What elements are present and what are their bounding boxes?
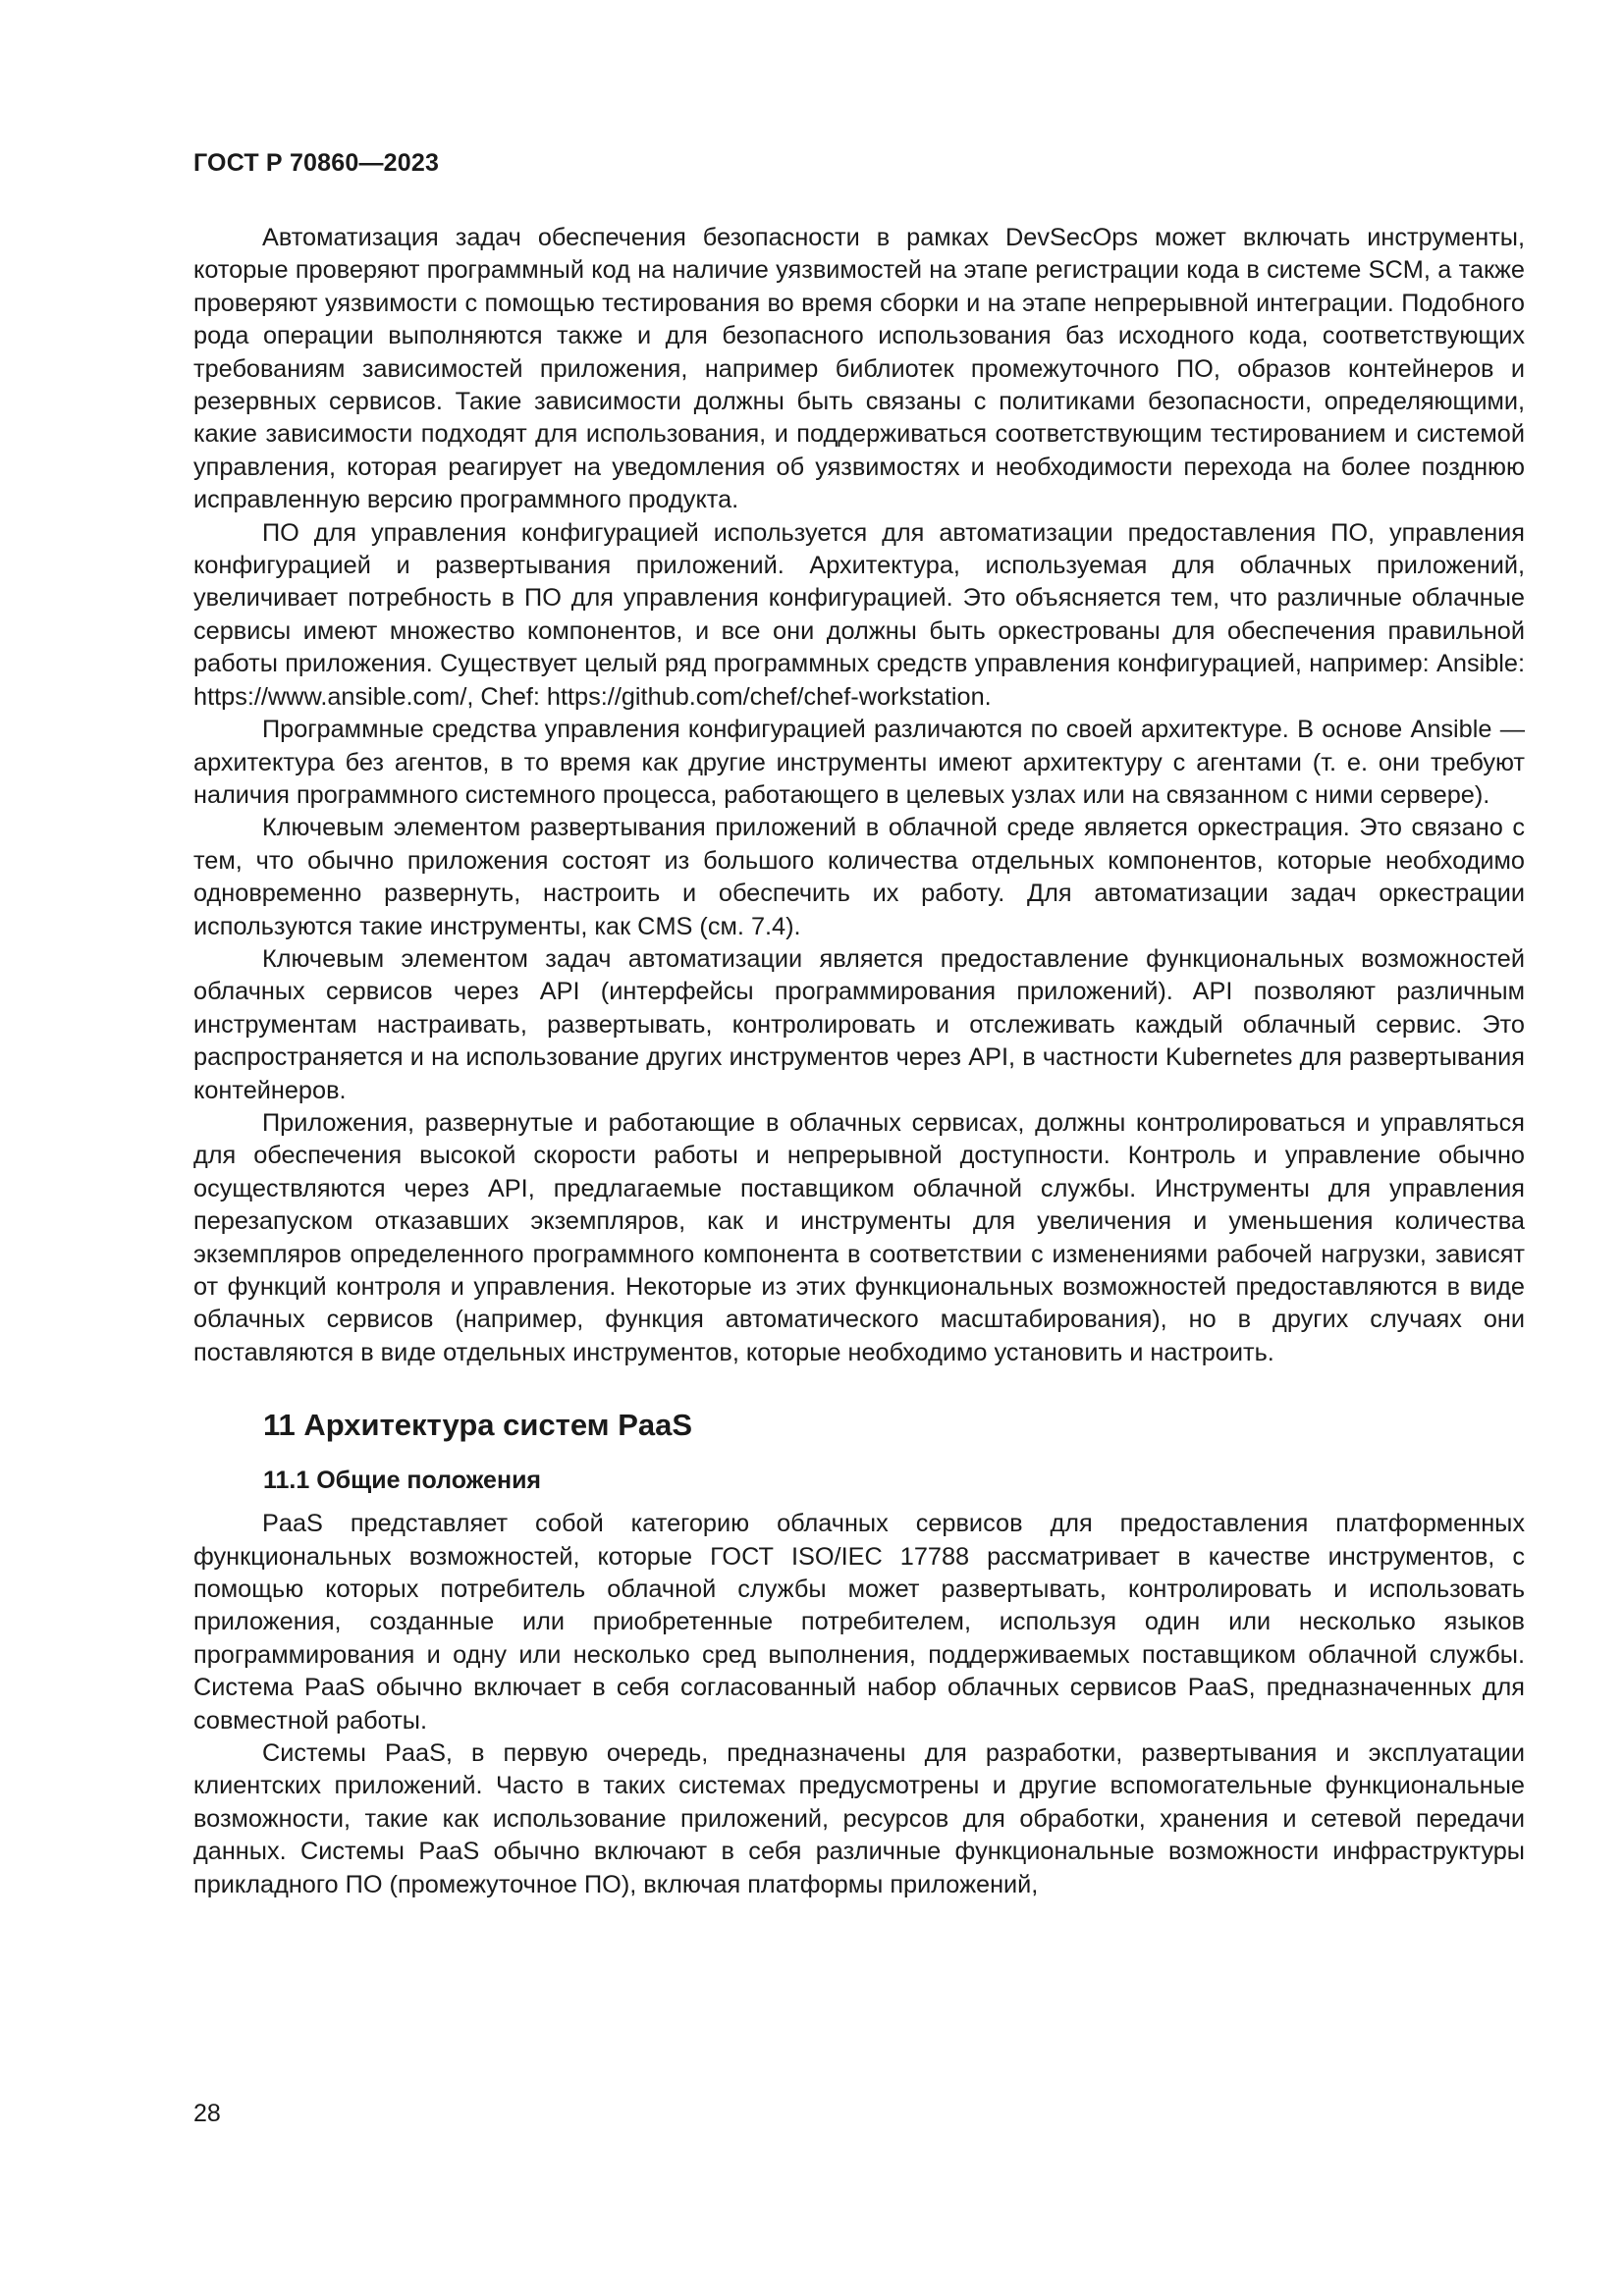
body-paragraph: Ключевым элементом развертывания приложений в облачной среде является оркестрация. Это связано с тем, что обычно приложения состоят из большого количества отдельных компонентов, которые необходимо одновременно развернуть, настроить и обеспечить их работу. Для автоматизации задач оркестрации используются такие инструменты, как CMS (см. 7.4). bbox=[193, 814, 1525, 940]
body-paragraph: PaaS представляет собой категорию облачных сервисов для предоставления платформенных функциональных возможностей, которые ГОСТ ISO/IEC 17788 рассматривает в качестве инструментов, с помощью которых потребитель облачной службы может развертывать, контролировать и использовать приложения, созданные или приобретенные потребителем, используя один или несколько языков программирования и одну или несколько сред выполнения, поддерживаемых поставщиком облачной службы. Система PaaS обычно включает в себя согласованный набор облачных сервисов PaaS, предназначенных для совместной работы. bbox=[193, 1510, 1525, 1735]
body-paragraph: Приложения, развернутые и работающие в облачных сервисах, должны контролироваться и управляться для обеспечения высокой скорости работы и непрерывной доступности. Контроль и управление обычно осуществляются через API, предлагаемые поставщиком облачной службы. Инструменты для управления перезапуском отказавших экземпляров, как и инструменты для увеличения и уменьшения количества экземпляров определенного программного компонента в соответствии с изменениями рабочей нагрузки, зависят от функций контроля и управления. Некоторые из этих функциональных возможностей предоставляются в виде облачных сервисов (например, функция автоматического масштабирования), но в других случаях они поставляются в виде отдельных инструментов, которые необходимо установить и настроить. bbox=[193, 1108, 1525, 1366]
document-header: ГОСТ Р 70860—2023 bbox=[193, 149, 440, 177]
page-body bbox=[193, 222, 1525, 1901]
body-paragraph: Автоматизация задач обеспечения безопасности в рамках DevSecOps может включать инструменты, которые проверяют программный код на наличие уязвимостей на этапе регистрации кода в системе SCM, а также проверяют уязвимости с помощью тестирования во время сборки и на этапе непрерывной интеграции. Подобного рода операции выполняются также и для безопасного использования баз исходного кода, соответствующих требованиям зависимостей приложения, например библиотек промежуточного ПО, образов контейнеров и резервных сервисов. Такие зависимости должны быть связаны с политиками безопасности, определяющими, какие зависимости подходят для использования, и поддерживаться соответствующим тестированием и системой управления, которая реагирует на уведомления об уязвимостях и необходимости перехода на более позднюю исправленную версию программного продукта. bbox=[193, 224, 1525, 514]
body-paragraph: Программные средства управления конфигурацией различаются по своей архитектуре. В основе Ansible — архитектура без агентов, в то время как другие инструменты имеют архитектуру с агентами (т. е. они требуют наличия программного системного процесса, работающего в целевых узлах или на связанном с ними сервере). bbox=[193, 716, 1525, 809]
body-paragraph: ПО для управления конфигурацией используется для автоматизации предоставления ПО, управления конфигурацией и развертывания приложений. Архитектура, используемая для облачных приложений, увеличивает потребность в ПО для управления конфигурацией. Это объясняется тем, что различные облачные сервисы имеют множество компонентов, и все они должны быть оркестрованы для обеспечения правильной работы приложения. Существует целый ряд программных средств управления конфигурацией, например: Ansible: https://www.ansible.com/, Chef: https://github.com/chef/chef-workstation. bbox=[193, 518, 1525, 711]
page-number: 28 bbox=[193, 2100, 221, 2127]
subsection-heading: 11.1 Общие положения bbox=[263, 1467, 542, 1495]
body-paragraph: Системы PaaS, в первую очередь, предназначены для разработки, развертывания и эксплуатации клиентских приложений. Часто в таких системах предусмотрены и другие вспомогательные функциональные возможности, такие как использование приложений, ресурсов для обработки, хранения и сетевой передачи данных. Системы PaaS обычно включают в себя различные функциональные возможности инфраструктуры прикладного ПО (промежуточное ПО), включая платформы приложений, bbox=[193, 1739, 1525, 1898]
section-heading: 11 Архитектура систем PaaS bbox=[263, 1408, 693, 1443]
body-paragraph: Ключевым элементом задач автоматизации является предоставление функциональных возможностей облачных сервисов через API (интерфейсы программирования приложений). API позволяют различным инструментам настраивать, развертывать, контролировать и отслеживать каждый облачный сервис. Это распространяется и на использование других инструментов через API, в частности Kubernetes для развертывания контейнеров. bbox=[193, 944, 1525, 1104]
